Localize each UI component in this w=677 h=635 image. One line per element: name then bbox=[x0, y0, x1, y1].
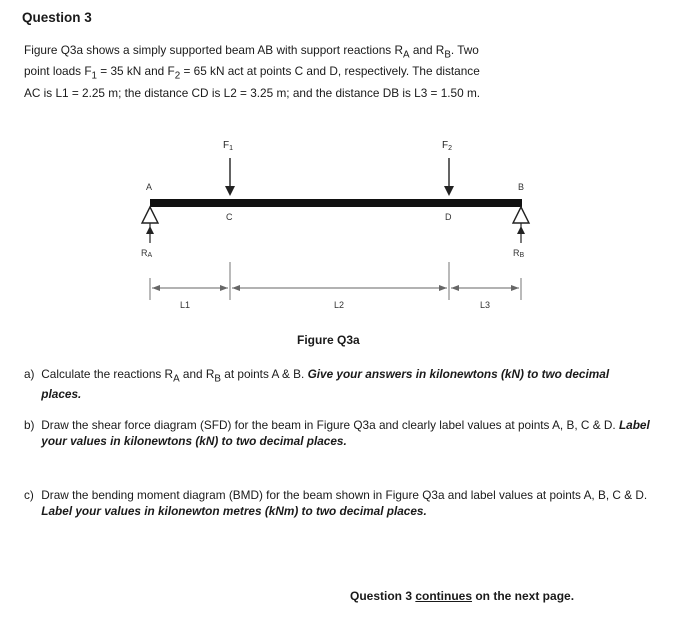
question-c-text: Draw the bending moment diagram (BMD) for the beam shown in Figure Q3a and label values at points A, B, C & D. Label your values in kilonewton metres (kNm) to two decimal places. bbox=[41, 488, 648, 518]
support-b bbox=[513, 207, 529, 243]
label-d: D bbox=[445, 212, 452, 222]
question-b bbox=[24, 418, 654, 449]
label-l2: L2 bbox=[334, 300, 345, 310]
label-f2: $F_2$ bbox=[442, 140, 453, 152]
label-b: B bbox=[518, 182, 525, 192]
question-a-label: a) bbox=[24, 367, 35, 381]
label-l3: L3 bbox=[480, 300, 491, 310]
figure-caption: Figure Q3a bbox=[297, 333, 360, 347]
load-f1-arrow bbox=[225, 158, 235, 196]
beam bbox=[150, 199, 522, 207]
question-c bbox=[24, 488, 654, 519]
question-a bbox=[24, 367, 654, 402]
label-f1: $F_1$ bbox=[223, 140, 234, 152]
question-b-text: Draw the shear force diagram (SFD) for the beam in Figure Q3a and clearly label values at points A, B, C & D. Label your values in kilonewtons (kN) to two decimal places. bbox=[41, 418, 650, 448]
continuation-note: Question 3 continues on the next page. bbox=[350, 589, 575, 603]
dimension-lines bbox=[150, 262, 521, 300]
question-c-label: c) bbox=[24, 488, 34, 502]
support-a bbox=[142, 207, 158, 243]
label-ra: RA bbox=[141, 248, 153, 259]
label-rb: RB bbox=[513, 248, 525, 259]
question-b-label: b) bbox=[24, 418, 35, 432]
label-a: A bbox=[146, 182, 153, 192]
load-f2-arrow bbox=[444, 158, 454, 196]
label-c: C bbox=[226, 212, 233, 222]
label-l1: L1 bbox=[180, 300, 191, 310]
intro-line-2: point loads $F_1 = 35$ kN and $F_2 = 65$ kN act at points C and D, respectively. The distance bbox=[24, 64, 480, 82]
question-heading: Question 3 bbox=[22, 10, 92, 25]
intro-line-3: AC is L1 = 2.25 m; the distance CD is L2 = 3.25 m; and the distance DB is L3 = 1.50 m. bbox=[24, 85, 481, 100]
question-a-text: Calculate the reactions $R_A$ and $R_B$ at points A & B. Give your answers in kilonewtons (kN) to two decimal places. bbox=[41, 367, 610, 401]
intro-line-1: Figure Q3a shows a simply supported beam AB with support reactions $R_A$ and $R_B$. Two bbox=[24, 43, 479, 61]
